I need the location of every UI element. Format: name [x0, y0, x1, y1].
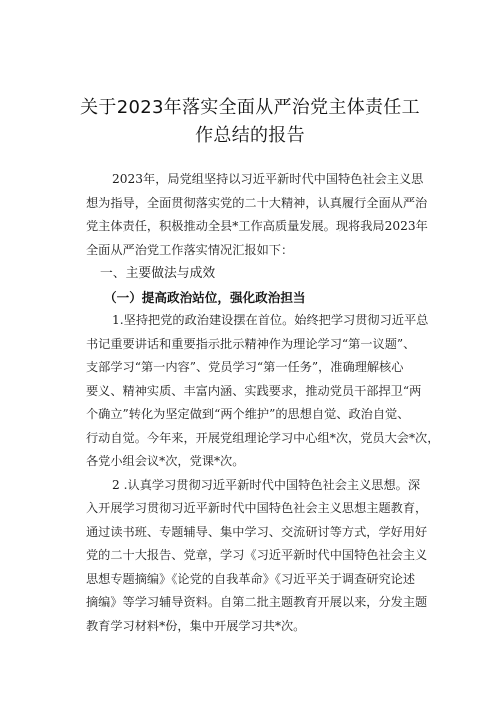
item1-paragraph-line: 书记重要讲话和重要指示批示精神作为理论学习“第一议题”、 — [86, 336, 416, 351]
document-body — [86, 168, 440, 638]
subsection-heading-1: （一）提高政治站位，强化政治担当 — [104, 289, 306, 305]
intro-paragraph-line: 2023年，局党组坚持以习近平新时代中国特色社会主义思 — [112, 172, 424, 186]
intro-paragraph-line: 全面从严治党工作落实情况汇报如下： — [86, 242, 294, 257]
item1-paragraph-line: 1.坚持把党的政治建设摆在首位。始终把学习贯彻习近平总 — [112, 313, 429, 327]
document-title-line-2: 作总结的报告 — [195, 125, 305, 146]
item2-paragraph-line: 入开展学习贯彻习近平新时代中国特色社会主义思想主题教育， — [86, 501, 428, 515]
item2-paragraph-line: 思想专题摘编》《论党的自我革命》《习近平关于调查研究论述 — [86, 571, 416, 586]
document-title-line-1: 关于2023年落实全面从严治党主体责任工 — [80, 97, 420, 118]
item2-paragraph-line: 党的二十大报告、党章，学习《习近平新时代中国特色社会主义 — [86, 548, 428, 562]
intro-paragraph-line: 想为指导，全面贯彻落实党的二十大精神，认真履行全面从严治 — [86, 195, 428, 210]
item1-paragraph-line: 行动自觉。今年来，开展党组理论学习中心组*次，党员大会*次， — [86, 430, 440, 445]
item1-paragraph-line: 要义、精神实质、丰富内涵、实践要求，推动党员干部捍卫“两 — [86, 383, 422, 398]
item2-paragraph-line: 通过读书班、专题辅导、集中学习、交流研讨等方式，学好用好 — [86, 524, 428, 539]
item1-paragraph-line: 个确立”转化为坚定做到“两个维护”的思想自觉、政治自觉、 — [86, 407, 410, 421]
item2-paragraph-line: 2 .认真学习贯彻习近平新时代中国特色社会主义思想。深 — [112, 477, 421, 492]
item1-paragraph-line: 支部学习“第一内容”、党员学习“第一任务”，准确理解核心 — [86, 360, 404, 374]
item2-paragraph-line: 教育学习材料*份，集中开展学习共*次。 — [86, 618, 306, 633]
intro-paragraph-line: 党主体责任，积极推动全县*工作高质量发展。现将我局2023年 — [86, 219, 428, 233]
section-heading-1: 一、主要做法与成效 — [100, 266, 216, 281]
item2-paragraph-line: 摘编》等学习辅导资料。自第二批主题教育开展以来，分发主题 — [86, 595, 428, 609]
item1-paragraph-line: 各党小组会议*次，党课*次。 — [86, 454, 245, 468]
